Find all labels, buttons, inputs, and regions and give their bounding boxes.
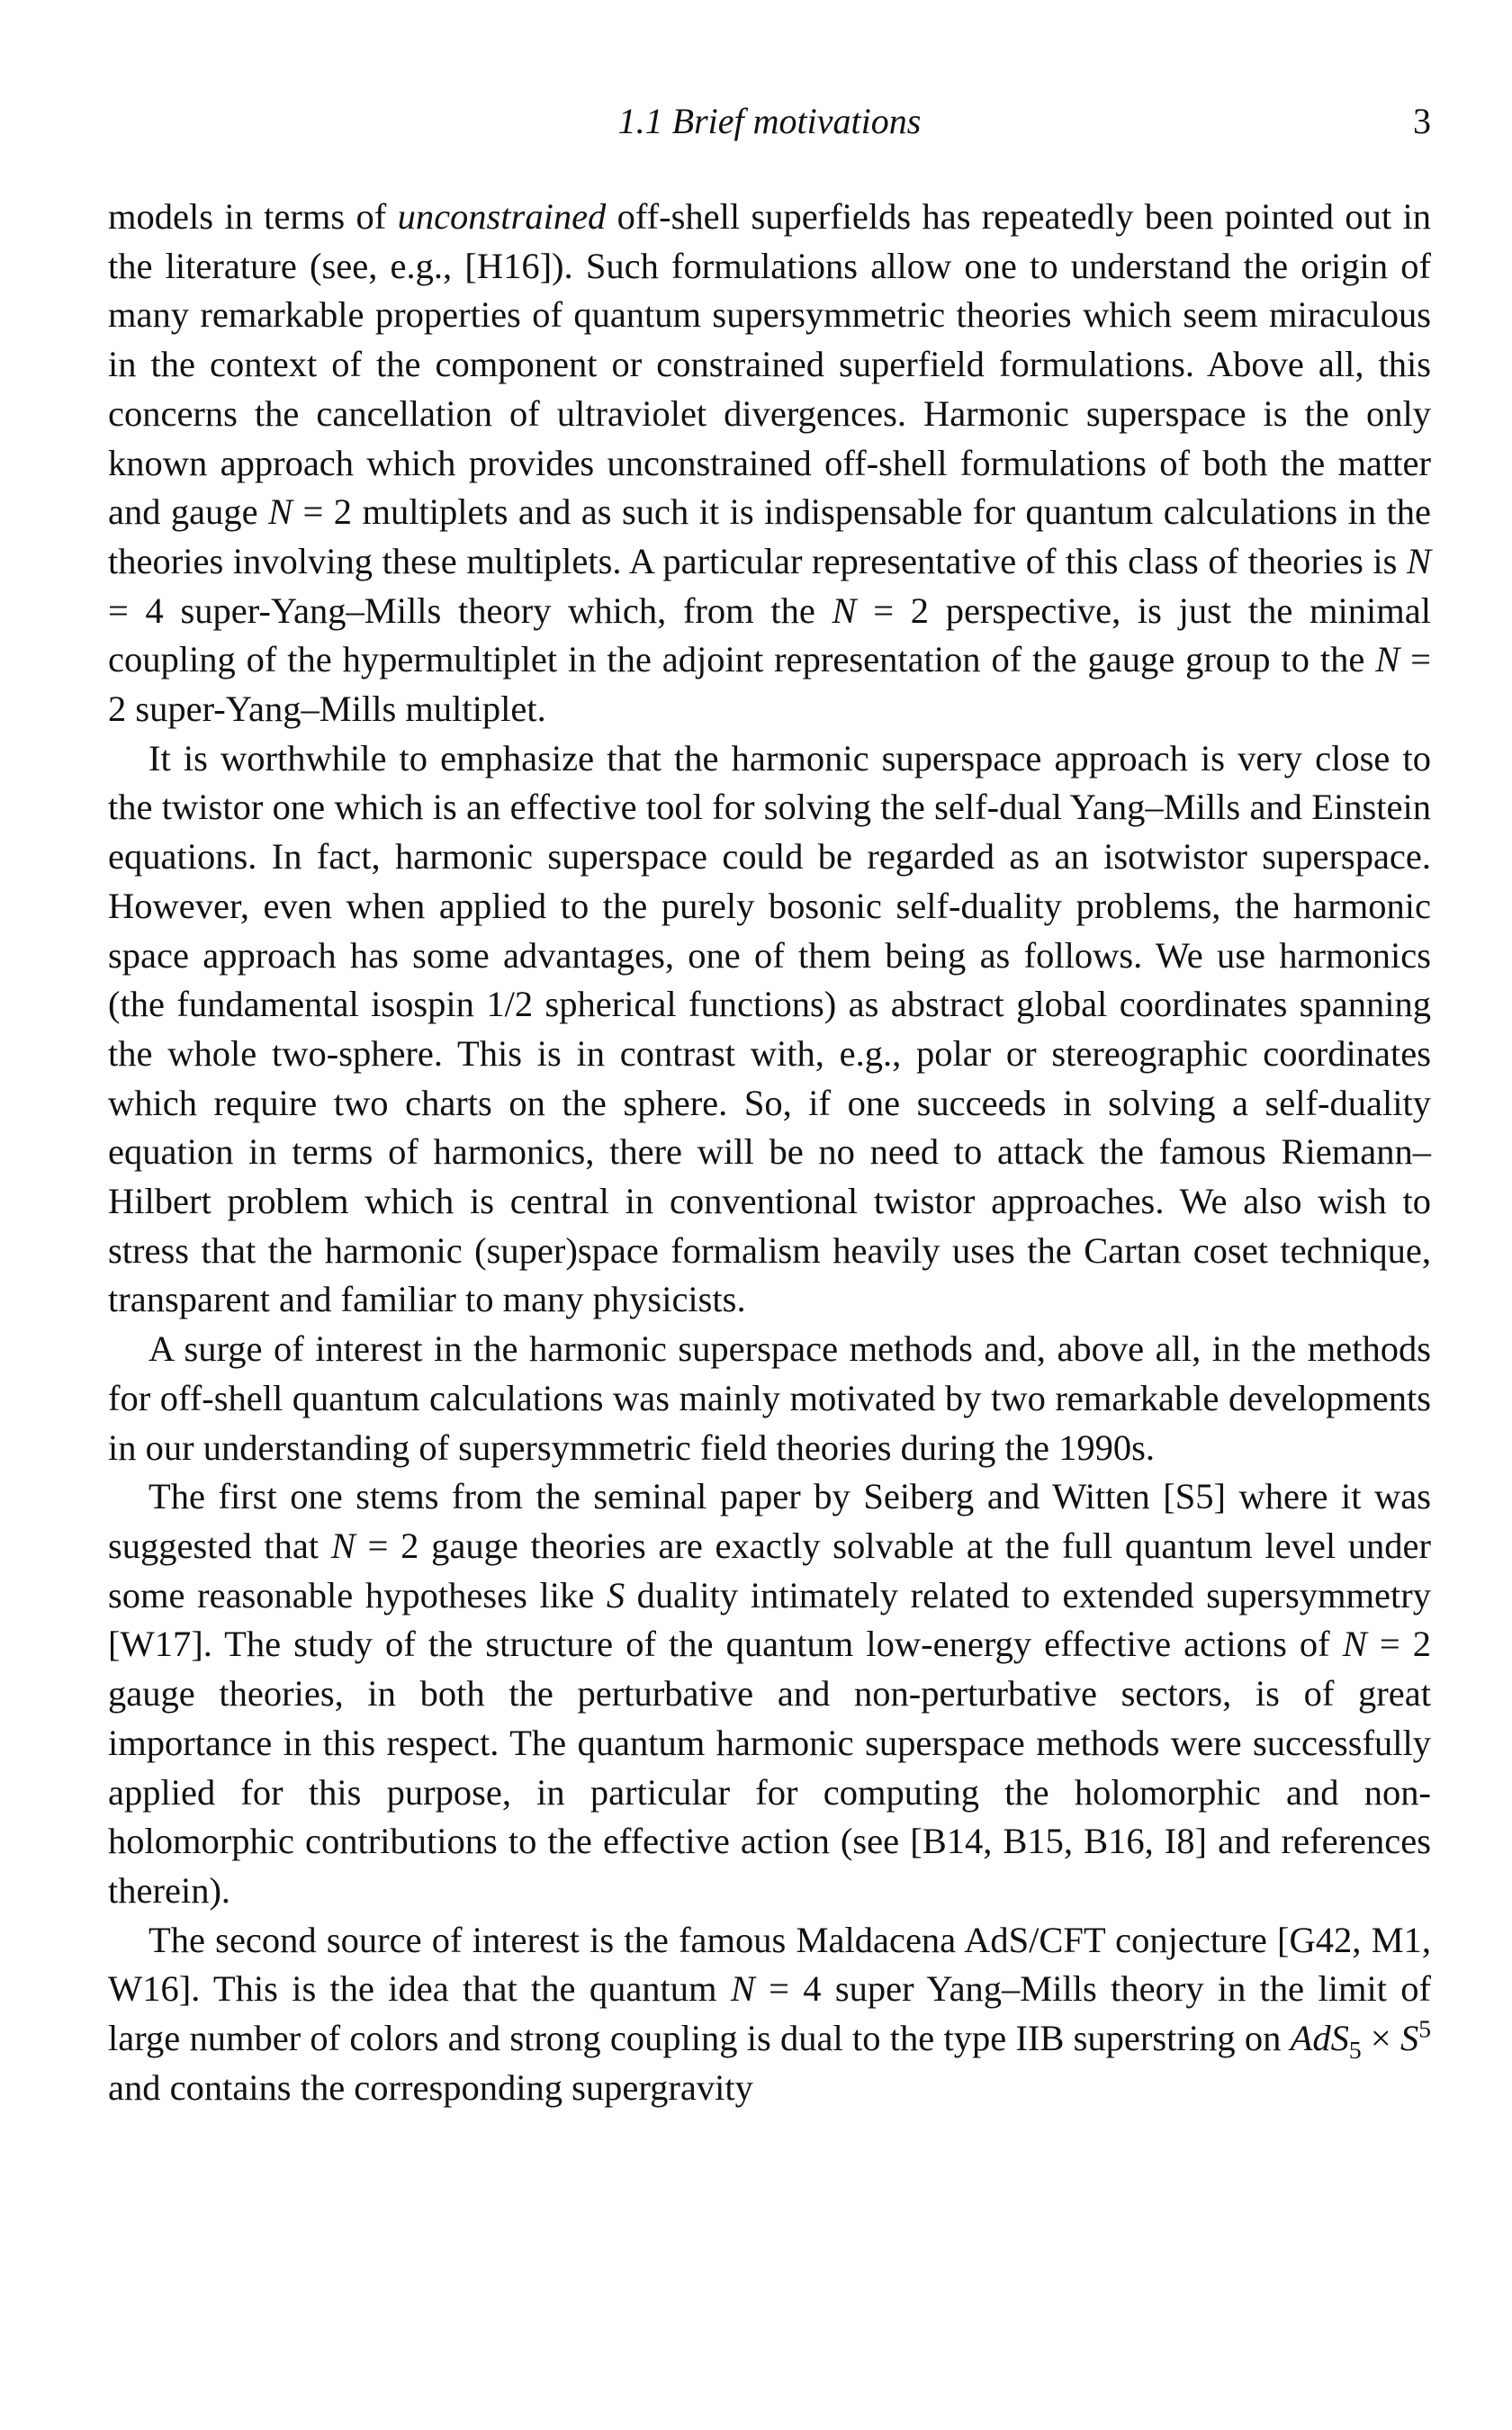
paragraph-3: A surge of interest in the harmonic superspace methods and, above all, in the methods for off-shell quantum calculations was mainly motivated by two remarkable developments in our understanding of supersymmetric field theories during the 1990s. [108, 1328, 1431, 1468]
paragraph-4 [108, 1472, 1431, 1915]
math-symbol: AdS [1290, 2018, 1349, 2059]
math-symbol: N [1375, 639, 1400, 680]
text-run: = 4 super-Yang–Mills theory which, from the [108, 590, 832, 631]
text-run: models in terms of [108, 196, 398, 237]
paragraph-5 [108, 1916, 1431, 2113]
text-run: = 4 super Yang–Mills theory in the limit of large number of colors and strong coupling is dual to the type IIB superstring on [108, 1968, 1431, 2059]
text-run: duality intimately related to extended supersymmetry [W17]. The study of the structure of the quantum low-energy effective actions of [108, 1574, 1431, 1665]
math-symbol: N [1406, 540, 1431, 581]
page-body [108, 193, 1431, 2112]
emphasis-unconstrained: unconstrained [397, 196, 607, 237]
text-run: = 2 gauge theories, in both the perturbative and non-perturbative sectors, is of great importance in this respect. The quantum harmonic superspace methods were successfully applied for this purpose, in particular for computing the holomorphic and non-holomorphic contributions to the effective action (see [B14, B15, B16, I8] and references therein). [108, 1624, 1431, 1911]
math-subscript: 5 [1348, 2036, 1362, 2065]
text-run: and contains the corresponding supergravity [108, 2066, 753, 2108]
paragraph-1 [108, 193, 1431, 734]
math-symbol: N [832, 590, 857, 631]
paragraph-2: It is worthwhile to emphasize that the harmonic superspace approach is very close to the twistor one which is an effective tool for solving the self-dual Yang–Mills and Einstein equations. In fact, harmonic superspace could be regarded as an isotwistor superspace. However, even when applied to the purely bosonic self-duality problems, the harmonic space approach has some advantages, one of them being as follows. We use harmonics (the fundamental isospin 1/2 spherical functions) as abstract global coordinates spanning the whole two-sphere. This is in contrast with, e.g., polar or stereographic coordinates which require two charts on the sphere. So, if one succeeds in solving a self-duality equation in terms of harmonics, there will be no need to attack the famous Riemann–Hilbert problem which is central in conventional twistor approaches. We also wish to stress that the harmonic (super)space formalism heavily uses the Cartan coset technique, transparent and familiar to many physicists. [108, 737, 1431, 1320]
text-run: = 2 super-Yang–Mills multiplet. [108, 639, 1432, 730]
math-symbol: N [730, 1968, 755, 2010]
text-run: The second source of interest is the famous Maldacena AdS/CFT conjecture [G42, M1, W16]. This is the idea that the quantum [108, 1919, 1431, 2010]
math-symbol: S [606, 1574, 626, 1616]
math-symbol: N [330, 1525, 356, 1566]
page-header [108, 90, 1431, 153]
text-run: = 2 perspective, is just the minimal coupling of the hypermultiplet in the adjoint representation of the gauge group to the [108, 590, 1431, 680]
math-symbol: N [1342, 1624, 1367, 1665]
text-run: The first one stems from the seminal paper by Seiberg and Witten [S5] where it was suggested that [108, 1476, 1431, 1566]
math-symbol: N [268, 491, 293, 533]
text-run: off-shell superfields has repeatedly been pointed out in the literature (see, e.g., [H16]). Such formulations allow one to understand the origin of many remarkable properties of quantum supersymmetric theories which seem miraculous in the context of the component or constrained superfield formulations. Above all, this concerns the cancellation of ultraviolet divergences. Harmonic superspace is the only known approach which provides unconstrained off-shell formulations of both the matter and gauge [108, 196, 1431, 533]
text-run: × [1361, 2018, 1400, 2059]
math-symbol: S [1400, 2018, 1419, 2059]
text-run: = 2 multiplets and as such it is indispensable for quantum calculations in the theories involving these multiplets. A particular representative of this class of theories is [108, 491, 1431, 581]
running-title: 1.1 Brief motivations [617, 101, 922, 141]
math-superscript: 5 [1418, 2014, 1431, 2043]
page-number: 3 [1413, 101, 1431, 141]
text-run: = 2 gauge theories are exactly solvable at the full quantum level under some reasonable hypotheses like [108, 1525, 1431, 1616]
